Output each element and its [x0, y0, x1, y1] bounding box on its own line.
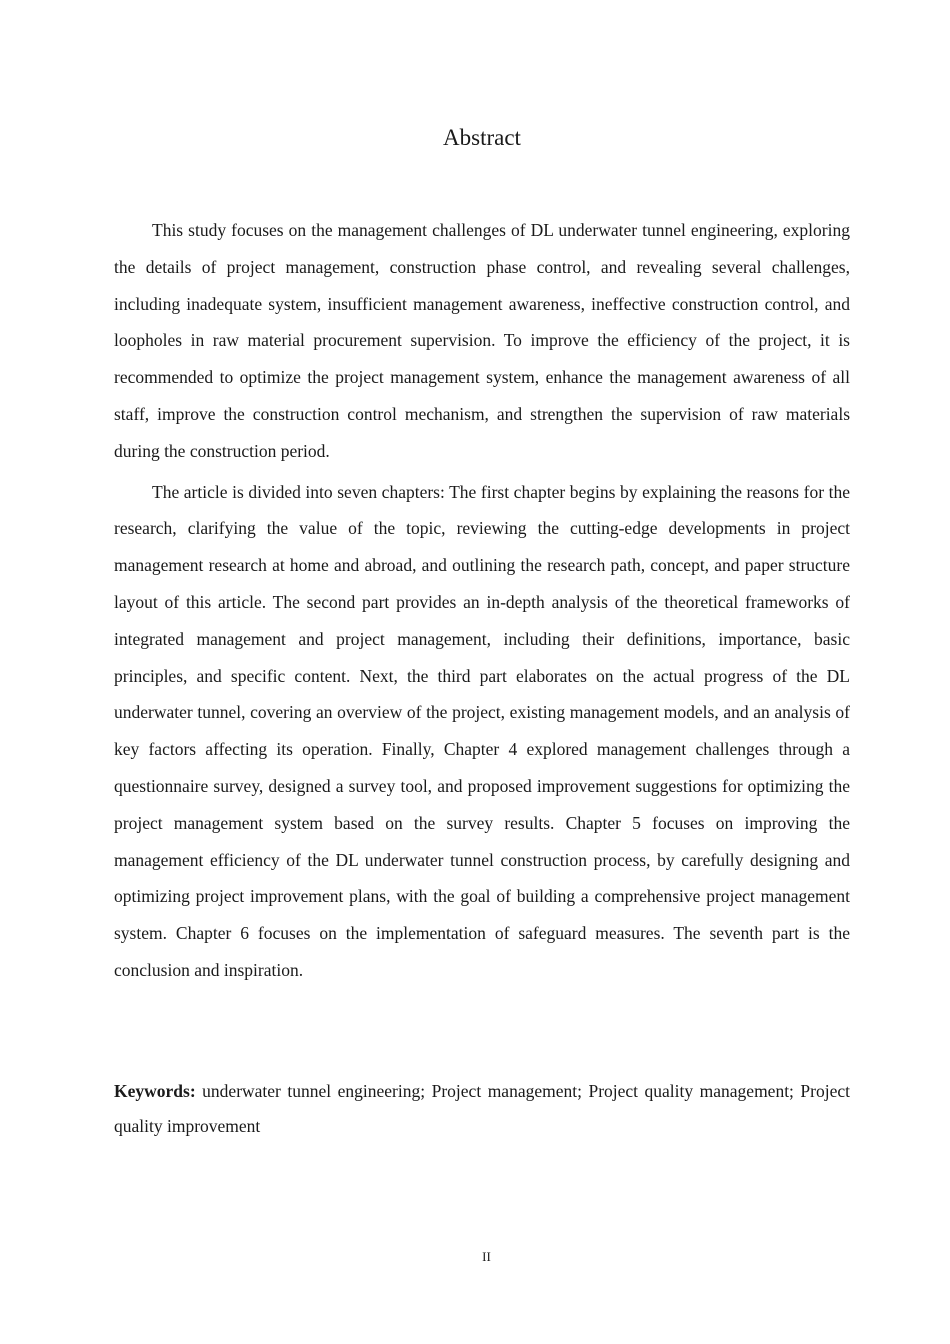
page-number: II	[482, 1249, 491, 1264]
keywords-line	[114, 1074, 850, 1144]
keywords-label: Keywords:	[114, 1081, 196, 1101]
abstract-body	[114, 212, 850, 989]
abstract-paragraph-2: The article is divided into seven chapters: The first chapter begins by explaining the reasons for the research, clarifying the value of the topic, reviewing the cutting-edge developments in project management research at home and abroad, and outlining the research path, concept, and paper structure layout of this article. The second part provides an in-depth analysis of the theoretical frameworks of integrated management and project management, including their definitions, importance, basic principles, and specific content. Next, the third part elaborates on the actual progress of the DL underwater tunnel, covering an overview of the project, existing management models, and an analysis of key factors affecting its operation. Finally, Chapter 4 explored management challenges through a questionnaire survey, designed a survey tool, and proposed improvement suggestions for optimizing the project management system based on the survey results. Chapter 5 focuses on improving the management efficiency of the DL underwater tunnel construction process, by carefully designing and optimizing project improvement plans, with the goal of building a comprehensive project management system. Chapter 6 focuses on the implementation of safeguard measures. The seventh part is the conclusion and inspiration.	[114, 481, 850, 980]
keywords-text: underwater tunnel engineering; Project management; Project quality management; Project quality improvement	[114, 1081, 851, 1136]
abstract-title: Abstract	[443, 125, 521, 150]
abstract-paragraph-1: This study focuses on the management challenges of DL underwater tunnel engineering, exploring the details of project management, construction phase control, and revealing several challenges, including inadequate system, insufficient management awareness, ineffective construction control, and loopholes in raw material procurement supervision. To improve the efficiency of the project, it is recommended to optimize the project management system, enhance the management awareness of all staff, improve the construction control mechanism, and strengthen the supervision of raw materials during the construction period.	[114, 220, 850, 461]
